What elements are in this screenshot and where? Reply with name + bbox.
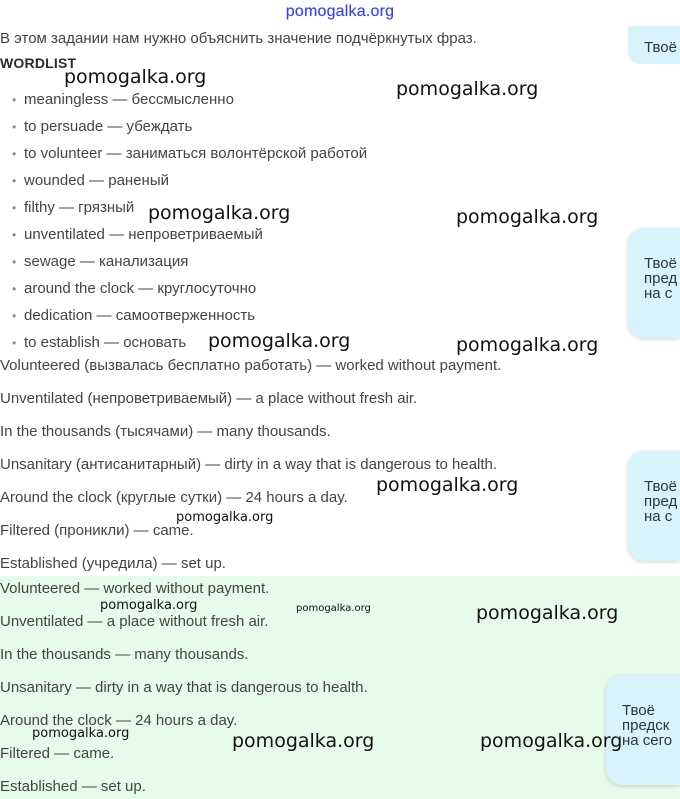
wordlist-item-text: wounded — раненый [24, 172, 169, 189]
watermark: pomogalka.org [64, 66, 207, 88]
wordlist [12, 91, 367, 361]
bullet-icon: • [12, 120, 17, 134]
explanation-line: Unventilated (непроветриваемый) — a place without fresh air. [0, 390, 418, 407]
watermark: pomogalka.org [100, 598, 198, 613]
explanation-line: Established (учредила) — set up. [0, 555, 226, 572]
watermark: pomogalka.org [456, 206, 599, 228]
bullet-icon: • [12, 309, 17, 323]
watermark: pomogalka.org [208, 330, 351, 352]
wordlist-item-text: to volunteer — заниматься волонтёрской работой [24, 145, 368, 162]
promo-widget[interactable] [628, 26, 680, 64]
watermark: pomogalka.org [480, 730, 623, 752]
answer-line: Established — set up. [0, 778, 146, 795]
watermark: pomogalka.org [396, 78, 539, 100]
watermark: pomogalka.org [32, 726, 130, 741]
wordlist-item [12, 118, 367, 145]
wordlist-item [12, 253, 367, 280]
answer-line: Unventilated — a place without fresh air. [0, 613, 269, 630]
bullet-icon: • [12, 228, 17, 242]
wordlist-item-text: unventilated — непроветриваемый [24, 226, 263, 243]
bullet-icon: • [12, 336, 17, 350]
bullet-icon: • [12, 201, 17, 215]
wordlist-item-text: around the clock — круглосуточно [24, 280, 257, 297]
explanation-line: In the thousands (тысячами) — many thousands. [0, 423, 331, 440]
explanation-line: Filtered (проникли) — came. [0, 522, 194, 539]
bullet-icon: • [12, 255, 17, 269]
answer-line: Filtered — came. [0, 745, 115, 762]
explanation-line: Volunteered (вызвалась бесплатно работать) — worked without payment. [0, 357, 502, 374]
promo-text: на с [644, 285, 673, 302]
wordlist-item [12, 145, 367, 172]
answer-line: Around the clock — 24 hours a day. [0, 712, 238, 729]
wordlist-item [12, 280, 367, 307]
wordlist-item-text: to establish — основать [24, 334, 187, 351]
answer-line: In the thousands — many thousands. [0, 646, 249, 663]
bullet-icon: • [12, 147, 17, 161]
watermark: pomogalka.org [456, 334, 599, 356]
promo-text: на сего [622, 732, 673, 749]
promo-text: Твоё [644, 478, 677, 495]
watermark: pomogalka.org [376, 474, 519, 496]
wordlist-item-text: to persuade — убеждать [24, 118, 193, 135]
wordlist-item [12, 226, 367, 253]
bullet-icon: • [12, 93, 17, 107]
task-intro: В этом задании нам нужно объяснить значение подчёркнутых фраз. [0, 30, 477, 47]
promo-text: Твоё [644, 39, 677, 56]
wordlist-item [12, 172, 367, 199]
watermark: pomogalka.org [148, 202, 291, 224]
watermark: pomogalka.org [176, 510, 274, 525]
promo-text: Твоё [622, 702, 655, 719]
promo-text: пред [644, 493, 678, 510]
promo-text: на с [644, 508, 673, 525]
wordlist-title: WORDLIST [0, 55, 77, 71]
wordlist-item-text: dedication — самоотверженность [24, 307, 256, 324]
explanation-line: Unsanitary (антисанитарный) — dirty in a way that is dangerous to health. [0, 456, 498, 473]
answer-line: Volunteered — worked without payment. [0, 580, 270, 597]
wordlist-item-text: meaningless — бессмысленно [24, 91, 234, 108]
explanation-line: Around the clock (круглые сутки) — 24 hours a day. [0, 489, 348, 506]
site-header-link[interactable]: pomogalka.org [285, 3, 395, 20]
watermark: pomogalka.org [476, 602, 619, 624]
promo-text: Твоё [644, 255, 677, 272]
watermark: pomogalka.org [296, 603, 371, 614]
wordlist-item [12, 91, 367, 118]
watermark: pomogalka.org [232, 730, 375, 752]
answer-line: Unsanitary — dirty in a way that is dangerous to health. [0, 679, 368, 696]
promo-widget[interactable] [628, 451, 680, 561]
bullet-icon: • [12, 174, 17, 188]
promo-text: пред [644, 270, 678, 287]
bullet-icon: • [12, 282, 17, 296]
wordlist-item-text: filthy — грязный [24, 199, 135, 216]
promo-text: предск [622, 717, 670, 734]
promo-widget[interactable] [628, 228, 680, 338]
wordlist-item-text: sewage — канализация [24, 253, 189, 270]
